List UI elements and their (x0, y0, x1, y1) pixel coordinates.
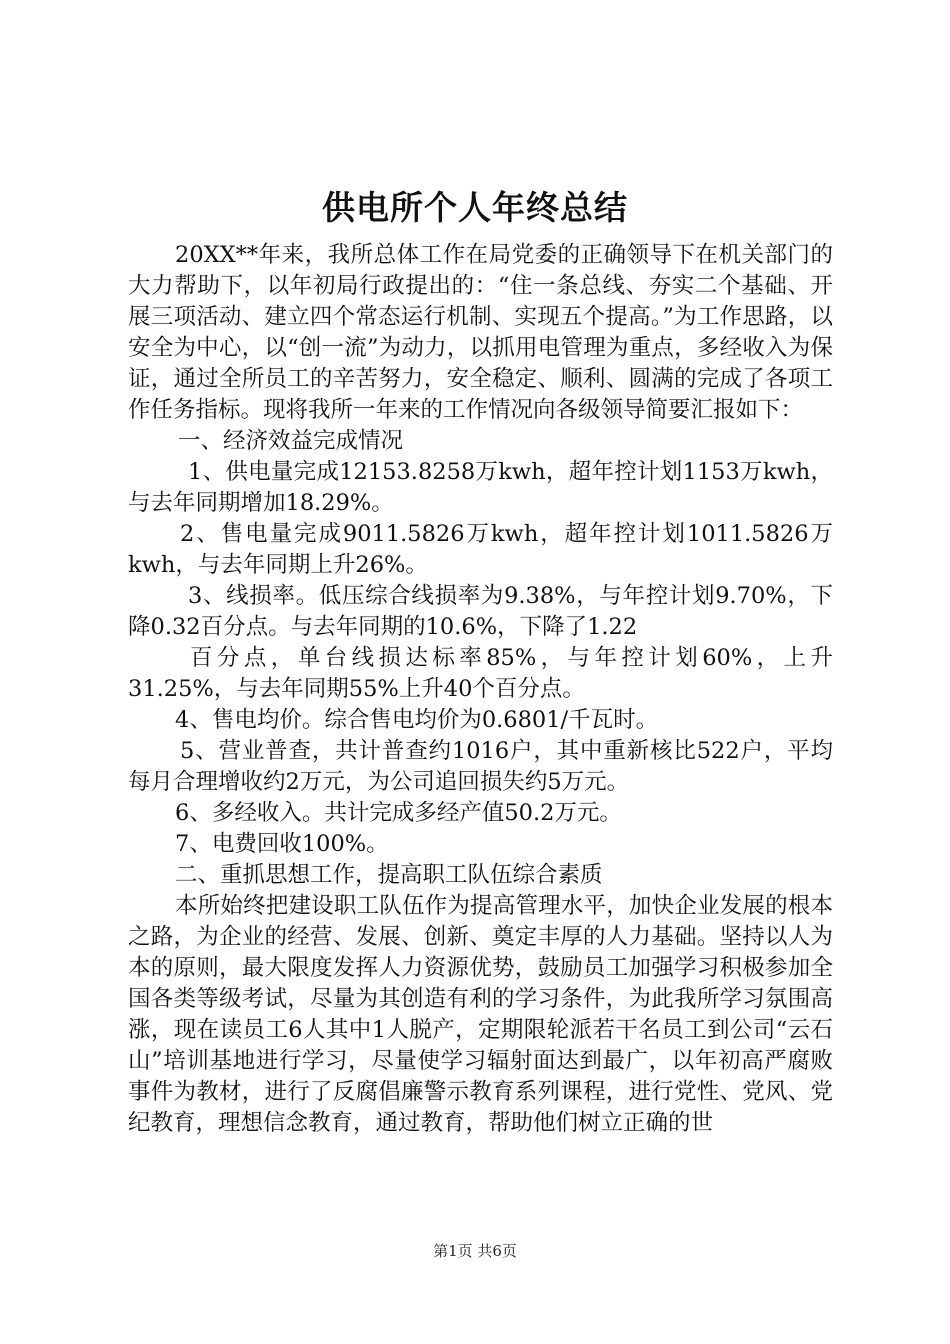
item-power-supply: 1、供电量完成12153.8258万kwh，超年控计划1153万kwh，与去年同期增加18.29%。 (128, 459, 833, 516)
section-heading-economic: 一、经济效益完成情况 (178, 428, 404, 454)
item-line-loss: 3、线损率。低压综合线损率为9.38%，与年控计划9.70%，下降0.32百分点。与去年同期的10.6%，下降了1.22 (128, 583, 833, 640)
item-business-survey: 5、营业普查，共计普查约1016户，其中重新核比522户，平均每月合理增收约2万元，为公司追回损失约5万元。 (128, 738, 833, 795)
item-diversified-income: 6、多经收入。共计完成多经产值50.2万元。 (175, 800, 622, 826)
item-line-loss-continued: 百分点，单台线损达标率85%，与年控计划60%，上升31.25%，与去年同期55%上升40个百分点。 (128, 645, 833, 702)
document-title: 供电所个人年终总结 (322, 188, 628, 227)
item-fee-collection: 7、电费回收100%。 (175, 831, 389, 857)
document-body (128, 240, 833, 1139)
section-heading-ideology: 二、重抓思想工作，提高职工队伍综合素质 (175, 862, 603, 888)
item-average-price: 4、售电均价。综合售电均价为0.6801/千瓦时。 (175, 707, 659, 733)
page-footer: 第1页 共6页 (433, 1242, 517, 1260)
staff-development-paragraph: 本所始终把建设职工队伍作为提高管理水平，加快企业发展的根本之路，为企业的经营、发展、创新、奠定丰厚的人力基础。坚持以人为本的原则，最大限度发挥人力资源优势，鼓励员工加强学习积极参加全国各类等级考试，尽量为其创造有利的学习条件，为此我所学习氛围高涨，现在读员工6人其中1人脱产，定期限轮派若干名员工到公司“云石山”培训基地进行学习，尽量使学习辐射面达到最广，以年初高严腐败事件为教材，进行了反腐倡廉警示教育系列课程，进行党性、党风、党纪教育，理想信念教育，通过教育，帮助他们树立正确的世 (128, 893, 833, 1136)
item-power-sales: 2、售电量完成9011.5826万kwh，超年控计划1011.5826万kwh，与去年同期上升26%。 (128, 521, 833, 578)
intro-paragraph: 20XX**年来，我所总体工作在局党委的正确领导下在机关部门的大力帮助下，以年初局行政提出的：“住一条总线、夯实二个基础、开展三项活动、建立四个常态运行机制、实现五个提高。”为工作思路，以安全为中心，以“创一流”为动力，以抓用电管理为重点，多经收入为保证，通过全所员工的辛苦努力，安全稳定、顺利、圆满的完成了各项工作任务指标。现将我所一年来的工作情况向各级领导简要汇报如下： (128, 242, 833, 423)
